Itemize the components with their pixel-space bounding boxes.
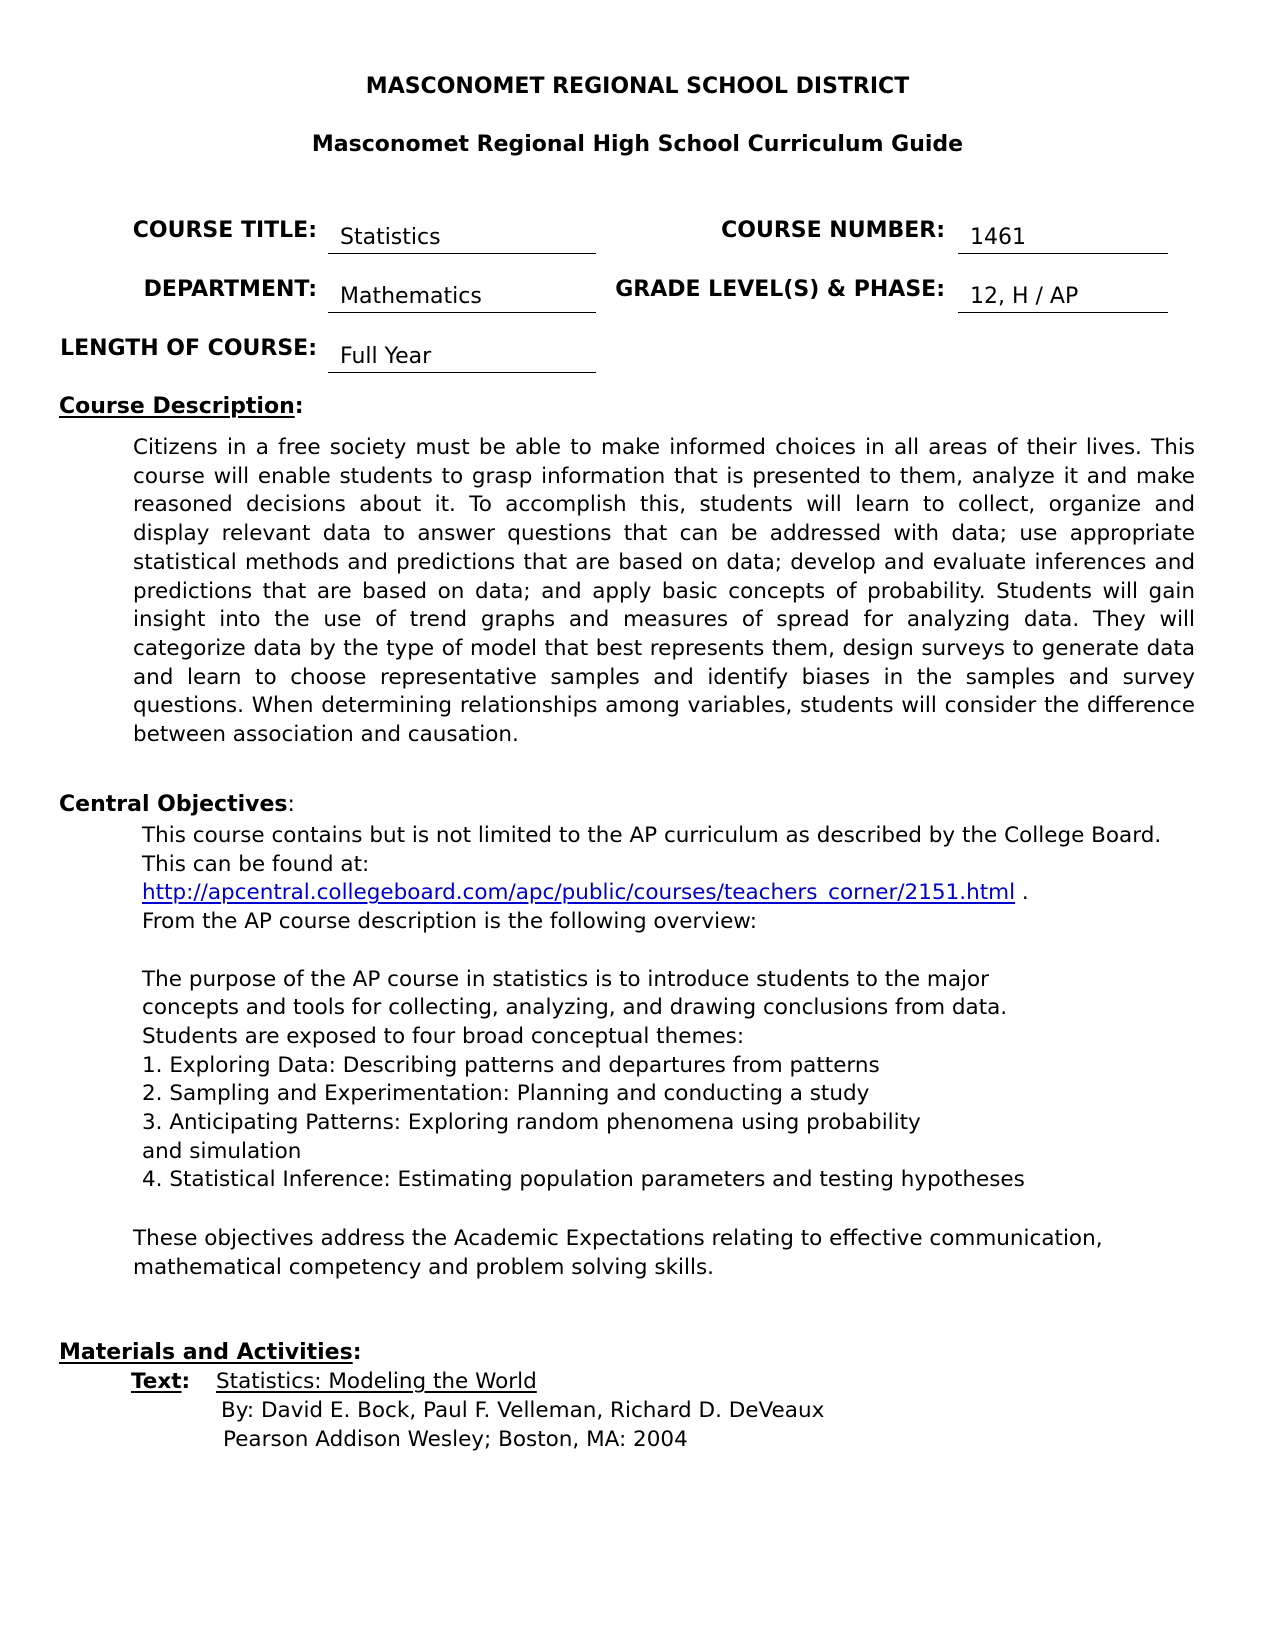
objectives-closing [133, 1225, 1103, 1282]
book-publisher: Pearson Addison Wesley; Boston, MA: 2004 [223, 1427, 688, 1452]
course-title-value: Statistics [328, 224, 596, 254]
theme-item: 1. Exploring Data: Describing patterns and departures from patterns [142, 1052, 880, 1078]
department-value: Mathematics [328, 283, 596, 313]
theme-item: 4. Statistical Inference: Estimating population parameters and testing hypotheses [142, 1167, 1025, 1193]
theme-item: 2. Sampling and Experimentation: Planning and conducting a study [142, 1081, 870, 1107]
description-line: reasoned decisions about it. To accomplish this, students will learn to collect, organize and [133, 492, 1195, 518]
description-line: insight into the use of trend graphs and measures of spread for analyzing data. They will [133, 607, 1195, 633]
course-number-value: 1461 [958, 224, 1168, 254]
grade-level-label: GRADE LEVEL(S) & PHASE: [615, 277, 945, 302]
description-line: Citizens in a free society must be able to make informed choices in all areas of their lives. This [133, 435, 1195, 460]
book-title: Statistics: Modeling the World [216, 1369, 537, 1394]
description-line: categorize data by the type of model that best represents them, design surveys to generate data [133, 635, 1195, 661]
objectives-link-line: http://apcentral.collegeboard.com/apc/public/courses/teachers_corner/2151.html . [142, 880, 1029, 906]
course-description-heading: Course Description: [59, 394, 304, 419]
description-line: predictions that are based on data; and apply basic concepts of probability. Students will gain [133, 578, 1195, 604]
central-objectives-heading: Central Objectives: [59, 792, 295, 817]
course-number-label: COURSE NUMBER: [721, 218, 945, 243]
objectives-line: This can be found at: [142, 851, 370, 877]
description-line: statistical methods and predictions that are based on data; develop and evaluate inferences and [133, 549, 1195, 575]
materials-heading: Materials and Activities: [59, 1340, 362, 1365]
objectives-intro [142, 822, 1161, 1195]
overview-line: The purpose of the AP course in statistics is to introduce students to the major [142, 966, 989, 992]
description-line: questions. When determining relationships among variables, students will consider the difference [133, 693, 1195, 719]
description-line: display relevant data to answer questions that can be addressed with data; use appropriate [133, 521, 1195, 547]
theme-item: and simulation [142, 1138, 302, 1164]
book-authors: By: David E. Bock, Paul F. Velleman, Richard D. DeVeaux [221, 1398, 825, 1423]
description-line: and learn to choose representative samples and identify biases in the samples and survey [133, 664, 1195, 690]
department-label: DEPARTMENT: [143, 277, 317, 302]
guide-title: Masconomet Regional High School Curriculum Guide [311, 132, 964, 157]
description-line: between association and causation. [133, 722, 519, 748]
closing-line: mathematical competency and problem solving skills. [133, 1254, 715, 1280]
college-board-link[interactable]: http://apcentral.collegeboard.com/apc/public/courses/teachers_corner/2151.html [142, 880, 1016, 906]
description-line: course will enable students to grasp information that is presented to them, analyze it and make [133, 463, 1195, 489]
objectives-line: This course contains but is not limited to the AP curriculum as described by the College Board. [142, 823, 1162, 848]
length-value: Full Year [328, 343, 596, 373]
text-label: Text: [131, 1369, 191, 1394]
course-description-body [133, 434, 1195, 750]
overview-line: Students are exposed to four broad conceptual themes: [142, 1023, 745, 1049]
overview-line: concepts and tools for collecting, analyzing, and drawing conclusions from data. [142, 995, 1008, 1021]
course-title-label: COURSE TITLE: [132, 218, 317, 243]
length-label: LENGTH OF COURSE: [60, 336, 317, 361]
theme-item: 3. Anticipating Patterns: Exploring random phenomena using probability [142, 1110, 921, 1136]
district-title: MASCONOMET REGIONAL SCHOOL DISTRICT [365, 74, 910, 99]
objectives-line: From the AP course description is the following overview: [142, 909, 757, 935]
grade-level-value: 12, H / AP [958, 283, 1168, 313]
closing-line: These objectives address the Academic Expectations relating to effective communication, [133, 1226, 1103, 1251]
